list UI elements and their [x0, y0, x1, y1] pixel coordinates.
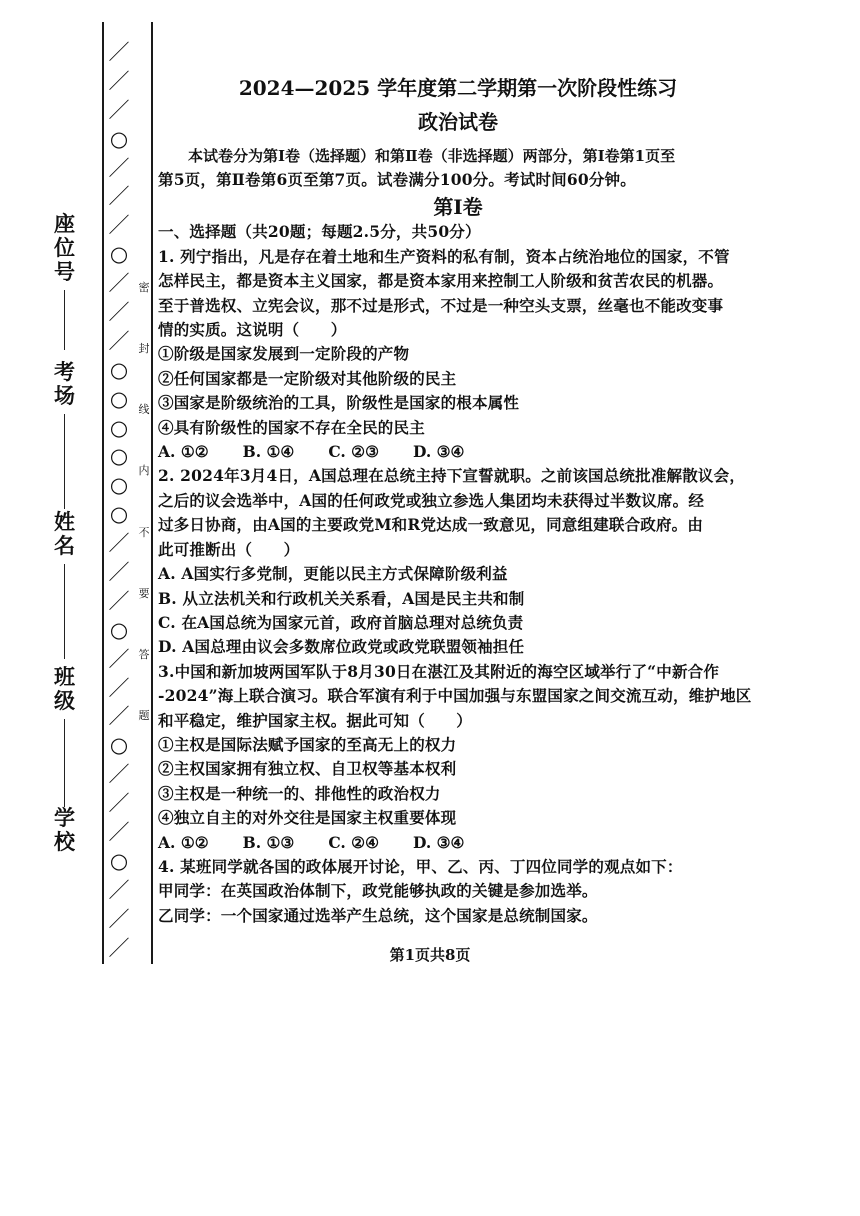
- question-text: 乙同学：一个国家通过选举产生总统，这个国家是总统制国家。: [158, 905, 598, 925]
- question-text: 至于普选权、立宪会议，那不过是形式，不过是一种空头支票，丝毫也不能改变事: [158, 295, 724, 315]
- statement: ③主权是一种统一的、排他性的政治权力: [158, 783, 441, 803]
- circle-mark-icon: ○: [109, 617, 129, 642]
- statement: ②任何国家都是一定阶级对其他阶级的民主: [158, 368, 457, 388]
- field-seat-number: 座 位 号: [54, 212, 75, 350]
- question-text: 过多日协商，由A国的主要政党M和R党达成一致意见，同意组建联合政府。由: [158, 515, 704, 535]
- answer-options: [158, 831, 758, 855]
- option-b: B. 从立法机关和行政机关关系看，A国是民主共和制: [158, 588, 525, 608]
- answer-options: [158, 440, 758, 464]
- statement: ①主权是国际法赋予国家的至高无上的权力: [158, 734, 457, 754]
- option-c: C. ②③: [328, 442, 379, 462]
- field-school: 学 校: [54, 805, 75, 854]
- question-text: 之后的议会选举中，A国的任何政党或独立参选人集团均未获得过半数议席。经: [158, 490, 705, 510]
- statement: ④具有阶级性的国家不存在全民的民主: [158, 417, 425, 437]
- seal-char: 封: [138, 342, 150, 356]
- section-heading: 一、选择题（共20题；每题2.5分，共50分）: [158, 222, 481, 242]
- question-text: 和平稳定，维护国家主权。据此可知（ ）: [158, 710, 473, 730]
- field-name: 姓 名: [54, 510, 75, 659]
- exam-content: [158, 74, 758, 928]
- exam-subtitle: 政治试卷: [418, 110, 498, 134]
- slash-mark-icon: ／: [108, 791, 130, 816]
- question-2: [158, 464, 758, 659]
- slash-mark-icon: ／: [108, 935, 130, 960]
- option-b: B. ①④: [242, 442, 295, 462]
- question-text: 甲同学：在英国政治体制下，政党能够执政的关键是参加选举。: [158, 881, 598, 901]
- slash-mark-icon: ／: [108, 560, 130, 585]
- seal-char: 不: [138, 525, 150, 539]
- option-c: C. ②④: [328, 832, 379, 852]
- option-b: B. ①③: [242, 832, 295, 852]
- slash-mark-icon: ／: [108, 328, 130, 353]
- question-text: 2. 2024年3月4日，A国总理在总统主持下宣誓就职。之前该国总统批准解散议会，: [158, 466, 746, 486]
- slash-mark-icon: ／: [108, 762, 130, 787]
- question-text: 情的实质。这说明（ ）: [158, 320, 347, 340]
- option-a: A. ①②: [158, 832, 209, 852]
- circle-mark-icon: ○: [109, 242, 129, 267]
- question-3: [158, 660, 758, 855]
- seal-char: 答: [138, 647, 150, 661]
- circle-mark-icon: ○: [109, 126, 129, 151]
- slash-mark-icon: ／: [108, 68, 130, 93]
- binding-marks: [106, 40, 132, 960]
- slash-mark-icon: ／: [108, 704, 130, 729]
- option-a: A. ①②: [158, 442, 209, 462]
- circle-mark-icon: ○: [109, 502, 129, 527]
- page-footer: 第1页共8页: [389, 946, 471, 964]
- question-text: 1. 列宁指出，凡是存在着土地和生产资料的私有制，资本占统治地位的国家，不管: [158, 246, 730, 266]
- question-text: 怎样民主，都是资本主义国家，都是资本家用来控制工人阶级和贫苦农民的机器。: [158, 271, 724, 291]
- circle-mark-icon: ○: [109, 473, 129, 498]
- circle-mark-icon: ○: [109, 733, 129, 758]
- seal-warning-text: [137, 282, 151, 722]
- exam-title: 2024—2025 学年度第二学期第一次阶段性练习: [238, 76, 678, 100]
- slash-mark-icon: ／: [108, 184, 130, 209]
- slash-mark-icon: ／: [108, 820, 130, 845]
- slash-mark-icon: ／: [108, 271, 130, 296]
- part-heading: 第Ⅰ卷: [433, 195, 483, 220]
- slash-mark-icon: ／: [108, 646, 130, 671]
- slash-mark-icon: ／: [108, 531, 130, 556]
- statement: ②主权国家拥有独立权、自卫权等基本权利: [158, 759, 457, 779]
- question-text: 此可推断出（ ）: [158, 539, 300, 559]
- question-4: [158, 855, 758, 928]
- option-d: D. A国总理由议会多数席位政党或政党联盟领袖担任: [158, 637, 525, 657]
- option-c: C. 在A国总统为国家元首，政府首脑总理对总统负责: [158, 612, 524, 632]
- question-text: 4. 某班同学就各国的政体展开讨论，甲、乙、丙、丁四位同学的观点如下：: [158, 856, 683, 876]
- seal-char: 内: [138, 464, 150, 478]
- seal-char: 线: [138, 403, 150, 417]
- slash-mark-icon: ／: [108, 675, 130, 700]
- circle-mark-icon: ○: [109, 444, 129, 469]
- slash-mark-icon: ／: [108, 40, 130, 64]
- field-class: 班 级: [54, 665, 75, 807]
- binding-line-outer: [102, 22, 104, 964]
- slash-mark-icon: ／: [108, 213, 130, 238]
- intro-line-2: 第5页，第Ⅱ卷第6页至第7页。试卷满分100分。考试时间60分钟。: [158, 170, 636, 189]
- statement: ③国家是阶级统治的工具，阶级性是国家的根本属性: [158, 393, 520, 413]
- seal-char: 密: [138, 281, 150, 294]
- seal-char: 要: [138, 586, 150, 600]
- slash-mark-icon: ／: [108, 877, 130, 902]
- slash-mark-icon: ／: [108, 300, 130, 325]
- circle-mark-icon: ○: [109, 848, 129, 873]
- option-a: A. A国实行多党制，更能以民主方式保障阶级利益: [158, 564, 508, 584]
- intro-line-1: 本试卷分为第Ⅰ卷（选择题）和第Ⅱ卷（非选择题）两部分，第Ⅰ卷第1页至: [188, 147, 676, 165]
- slash-mark-icon: ／: [108, 155, 130, 180]
- question-text: -2024”海上联合演习。联合军演有利于中国加强与东盟国家之间交流互动，维护地区: [158, 686, 752, 706]
- slash-mark-icon: ／: [108, 906, 130, 931]
- statement: ①阶级是国家发展到一定阶段的产物: [158, 344, 410, 364]
- slash-mark-icon: ／: [108, 588, 130, 613]
- option-d: D. ③④: [412, 832, 465, 852]
- seal-char: 题: [138, 708, 150, 722]
- slash-mark-icon: ／: [108, 97, 130, 122]
- binding-line-inner: [151, 22, 153, 964]
- circle-mark-icon: ○: [109, 415, 129, 440]
- field-exam-room: 考 场: [54, 360, 75, 509]
- question-text: 3.中国和新加坡两国军队于8月30日在湛江及其附近的海空区域举行了“中新合作: [158, 661, 720, 681]
- statement: ④独立自主的对外交往是国家主权重要体现: [158, 808, 457, 828]
- option-d: D. ③④: [412, 442, 465, 462]
- question-1: [158, 245, 758, 465]
- circle-mark-icon: ○: [109, 386, 129, 411]
- circle-mark-icon: ○: [109, 357, 129, 382]
